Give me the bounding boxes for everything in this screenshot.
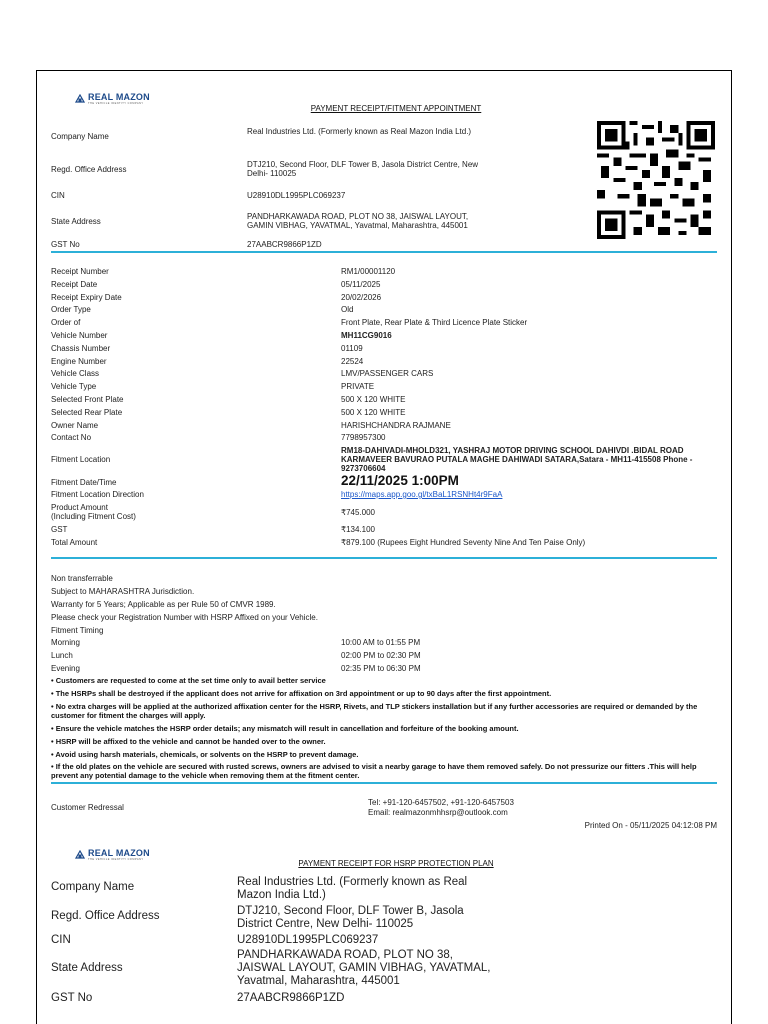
section-divider <box>51 782 717 784</box>
note-line: Warranty for 5 Years; Applicable as per Rule 50 of CMVR 1989. <box>51 600 276 609</box>
detail-label: Receipt Expiry Date <box>51 292 122 302</box>
fitment-datetime-value: 22/11/2025 1:00PM <box>341 473 459 488</box>
total-amount-value: ₹879.100 (Rupees Eight Hundred Seventy Nine And Ten Paise Only) <box>341 538 586 547</box>
timing-value: 02:35 PM to 06:30 PM <box>341 664 421 673</box>
note-line: Non transferrable <box>51 574 113 583</box>
detail-label: Order Type <box>51 305 91 315</box>
brand-tagline: THE VEHICLE IDENTITY COMPANY <box>88 858 144 861</box>
cin-value: U28910DL1995PLC069237 <box>247 191 346 200</box>
note-line: Please check your Registration Number with HSRP Affixed on your Vehicle. <box>51 613 318 622</box>
regd-office-label: Regd. Office Address <box>51 910 160 922</box>
detail-value: LMV/PASSENGER CARS <box>341 369 434 379</box>
timing-label: Evening <box>51 664 80 673</box>
fitment-direction-link[interactable]: https://maps.app.goo.gl/txBaL1RSNHt4r9FaA <box>341 490 503 499</box>
detail-label: Vehicle Number <box>51 331 108 340</box>
fitment-datetime-label: Fitment Date/Time <box>51 478 117 487</box>
detail-label: Receipt Date <box>51 279 98 289</box>
regd-office-value: DTJ210, Second Floor, DLF Tower B, Jasola District Centre, New Delhi- 110025 <box>247 160 479 178</box>
gst-no-label: GST No <box>51 240 80 249</box>
receipt-page <box>36 70 732 1024</box>
detail-label: Order of <box>51 318 81 328</box>
detail-value: 05/11/2025 <box>341 279 381 289</box>
detail-value: MH11CG9016 <box>341 331 392 340</box>
gst-no-label: GST No <box>51 992 93 1004</box>
fitment-location-value: RM18-DAHIVADI-MHOLD321, YASHRAJ MOTOR DRIVING SCHOOL DAHIVDI .BIDAL ROAD KARMAVEER BAVURAO PUTALA MAGHE DAHIWADI SATARA,Satara - MH11-415508 Phone - 9273706604 <box>341 446 693 473</box>
fitment-timing-heading: Fitment Timing <box>51 626 104 635</box>
receipt-content <box>51 71 717 1024</box>
state-address-label: State Address <box>51 962 123 974</box>
cin-label: CIN <box>51 191 65 200</box>
regd-office-label: Regd. Office Address <box>51 165 127 174</box>
product-amount-value: ₹745.000 <box>341 508 376 517</box>
product-amount-label-text: Product Amount <box>51 503 108 512</box>
gst-no-value: 27AABCR9866P1ZD <box>247 240 322 249</box>
regd-office-value: DTJ210, Second Floor, DLF Tower B, Jasola District Centre, New Delhi- 110025 <box>237 905 464 930</box>
detail-label: Selected Front Plate <box>51 395 124 404</box>
detail-value: 22524 <box>341 356 364 366</box>
timing-value: 10:00 AM to 01:55 PM <box>341 638 421 647</box>
qr-code-icon <box>597 121 715 239</box>
timing-label: Morning <box>51 638 80 647</box>
policy-bullet: • The HSRPs shall be destroyed if the applicant does not arrive for affixation on 3rd appointment or up to 90 days after the first appointment. <box>51 689 552 698</box>
state-address-label: State Address <box>51 217 101 226</box>
detail-value: 01109 <box>341 343 363 353</box>
policy-bullet: • Ensure the vehicle matches the HSRP order details; any mismatch will result in cancellation and forfeiture of the booking amount. <box>51 724 519 733</box>
brand-name: REAL MAZON <box>88 848 150 858</box>
policy-bullet: • Customers are requested to come at the set time only to avail better service <box>51 676 326 685</box>
detail-value: RM1/00001120 <box>341 267 396 276</box>
detail-label: Vehicle Class <box>51 369 100 379</box>
receipt-title: PAYMENT RECEIPT FOR HSRP PROTECTION PLAN <box>298 859 494 868</box>
total-amount-label: Total Amount <box>51 538 98 547</box>
detail-value: Old <box>341 305 354 315</box>
detail-label: Vehicle Type <box>51 382 97 392</box>
detail-label: Chassis Number <box>51 343 111 353</box>
brand-name: REAL MAZON <box>88 92 150 102</box>
real-mazon-logo-icon <box>75 850 85 859</box>
detail-label: Owner Name <box>51 420 99 430</box>
policy-bullet: • Avoid using harsh materials, chemicals, or solvents on the HSRP to prevent damage. <box>51 750 359 759</box>
cin-value: U28910DL1995PLC069237 <box>237 934 379 946</box>
detail-value: 20/02/2026 <box>341 292 382 302</box>
company-name-value: Real Industries Ltd. (Formerly known as Real Mazon India Ltd.) <box>237 876 468 901</box>
section-divider <box>51 251 717 253</box>
fitment-direction-label: Fitment Location Direction <box>51 490 144 499</box>
detail-label: Engine Number <box>51 356 107 366</box>
policy-bullet: • HSRP will be affixed to the vehicle and cannot be handed over to the owner. <box>51 737 326 746</box>
gst-value: ₹134.100 <box>341 525 376 534</box>
gst-label: GST <box>51 525 68 534</box>
product-amount-label-sub: (Including Fitment Cost) <box>51 512 136 521</box>
state-address-value: PANDHARKAWADA ROAD, PLOT NO 38, JAISWAL LAYOUT, GAMIN VIBHAG, YAVATMAL, Yavatmal, Maharashtra, 445001 <box>237 949 491 987</box>
detail-value: 500 X 120 WHITE <box>341 395 406 404</box>
state-address-value: PANDHARKAWADA ROAD, PLOT NO 38, JAISWAL LAYOUT, GAMIN VIBHAG, YAVATMAL, Yavatmal, Maharashtra, 445001 <box>247 212 469 230</box>
detail-value: HARISHCHANDRA RAJMANE <box>341 420 451 430</box>
company-name-label: Company Name <box>51 881 135 893</box>
customer-redressal-label: Customer Redressal <box>51 803 124 812</box>
real-mazon-logo-icon <box>75 94 85 103</box>
brand-logo <box>75 93 150 105</box>
redressal-email: Email: realmazonmhhsrp@outlook.com <box>368 808 508 817</box>
detail-value: 500 X 120 WHITE <box>341 407 406 417</box>
timing-label: Lunch <box>51 651 73 660</box>
policy-bullet: • No extra charges will be applied at the authorized affixation center for the HSRP, Rivets, and TLP stickers installation but if any further accessories are required or demanded by the customer for fitment the charges will apply. <box>51 702 698 720</box>
product-amount-label <box>51 503 136 521</box>
policy-bullet: • If the old plates on the vehicle are secured with rusted screws, owners are advised to visit a nearby garage to have them removed safely. Do not pressurize our fitters .This will help prevent any potential damage to the vehicle when removing them at the fitment center. <box>51 762 697 780</box>
receipt-title: PAYMENT RECEIPT/FITMENT APPOINTMENT <box>310 104 482 113</box>
detail-label: Selected Rear Plate <box>51 407 123 417</box>
brand-logo <box>75 849 150 861</box>
timing-value: 02:00 PM to 02:30 PM <box>341 651 421 660</box>
detail-value: 7798957300 <box>341 433 386 443</box>
brand-tagline: THE VEHICLE IDENTITY COMPANY <box>88 102 144 105</box>
detail-value: Front Plate, Rear Plate & Third Licence Plate Sticker <box>341 318 528 328</box>
detail-label: Receipt Number <box>51 267 109 276</box>
fitment-location-label: Fitment Location <box>51 455 111 464</box>
redressal-phone: Tel: +91-120-6457502, +91-120-6457503 <box>368 798 514 807</box>
section-divider <box>51 557 717 559</box>
cin-label: CIN <box>51 934 71 946</box>
gst-no-value: 27AABCR9866P1ZD <box>237 992 345 1004</box>
detail-value: PRIVATE <box>341 382 375 392</box>
company-name-value: Real Industries Ltd. (Formerly known as Real Mazon India Ltd.) <box>247 127 472 136</box>
company-name-label: Company Name <box>51 132 109 141</box>
note-line: Subject to MAHARASHTRA Jurisdiction. <box>51 587 195 596</box>
printed-on: Printed On - 05/11/2025 04:12:08 PM <box>584 821 717 830</box>
detail-label: Contact No <box>51 433 92 443</box>
